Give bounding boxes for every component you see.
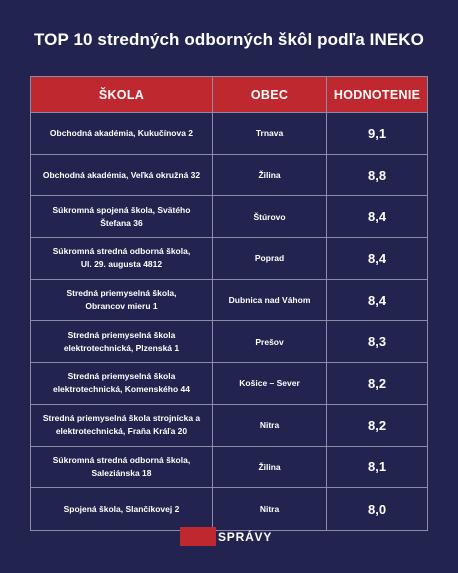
brand-name: SPRÁVY: [218, 529, 273, 544]
school-name-line: Obchodná akadémia, Veľká okružná 32: [42, 169, 201, 180]
score-cell: 8,4: [327, 196, 427, 238]
school-name-line: Štefana 36: [100, 217, 143, 228]
school-name-line: Stredná priemyselná škola strojnícka a: [42, 413, 201, 424]
town-cell: Trnava: [213, 113, 327, 155]
table-row: [31, 280, 427, 322]
header-town: OBEC: [213, 77, 327, 113]
table-row: [31, 447, 427, 489]
table-row: [31, 155, 427, 197]
town-cell: Nitra: [213, 405, 327, 447]
page-title: TOP 10 stredných odborných škôl podľa INEKO: [34, 30, 424, 49]
school-name-line: elektrotechnická, Plzenská 1: [63, 342, 180, 353]
table-row: [31, 238, 427, 280]
town-cell: Štúrovo: [213, 196, 327, 238]
table-row: [31, 405, 427, 447]
school-name-line: elektrotechnická, Komenského 44: [52, 384, 190, 395]
school-cell: [31, 405, 213, 447]
school-cell: [31, 280, 213, 322]
table-row: [31, 113, 427, 155]
score-cell: 8,0: [368, 501, 387, 517]
score-cell: 8,2: [327, 363, 427, 405]
school-name-line: elektrotechnická, Fraňa Kráľa 20: [55, 426, 188, 437]
score-cell: 8,8: [327, 155, 427, 197]
table-row: [31, 321, 427, 363]
school-name-line: Spojená škola, Slančíkovej 2: [63, 503, 180, 514]
school-name-line: Ul. 29. augusta 4812: [80, 259, 163, 270]
town-cell: Žilina: [213, 447, 327, 489]
table-row: [31, 488, 427, 530]
score-cell: 8,3: [327, 321, 427, 363]
header-score: HODNOTENIE: [327, 77, 427, 113]
school-cell: [31, 488, 213, 530]
score-cell: 8,4: [327, 280, 427, 322]
school-name-line: Obrancov mieru 1: [85, 301, 158, 312]
table-row: [31, 196, 427, 238]
brand-logo: [180, 527, 272, 546]
school-cell: [31, 113, 213, 155]
school-name-line: Stredná priemyselná škola: [67, 371, 176, 382]
town-cell: Nitra: [213, 488, 327, 530]
ranking-table: [30, 76, 428, 531]
town-cell: Prešov: [213, 321, 327, 363]
school-name-line: Obchodná akadémia, Kukučínova 2: [49, 127, 194, 138]
school-name-line: Saleziánska 18: [91, 467, 152, 478]
school-name-line: Stredná priemyselná škola: [67, 329, 176, 340]
school-cell: [31, 155, 213, 197]
score-cell: 9,1: [327, 113, 427, 155]
school-name-line: Súkromná spojená škola, Svätého: [52, 204, 191, 215]
school-cell: [31, 196, 213, 238]
school-name-line: Súkromná stredná odborná škola,: [52, 454, 191, 465]
score-cell: 8,2: [327, 405, 427, 447]
school-cell: [31, 238, 213, 280]
school-cell: [31, 363, 213, 405]
town-cell: Dubnica nad Váhom: [213, 280, 327, 322]
school-name-line: Súkromná stredná odborná škola,: [52, 246, 191, 257]
school-cell: [31, 447, 213, 489]
score-cell: 8,1: [327, 447, 427, 489]
school-name-line: Stredná priemyselná škola,: [66, 288, 177, 299]
score-cell: 8,4: [327, 238, 427, 280]
town-cell: Poprad: [213, 238, 327, 280]
table-header-row: [31, 77, 427, 113]
town-cell: Žilina: [213, 155, 327, 197]
town-cell: Košice – Sever: [213, 363, 327, 405]
school-cell: [31, 321, 213, 363]
table-row: [31, 363, 427, 405]
header-school: ŠKOLA: [31, 77, 213, 113]
brand-mark: [180, 527, 216, 546]
